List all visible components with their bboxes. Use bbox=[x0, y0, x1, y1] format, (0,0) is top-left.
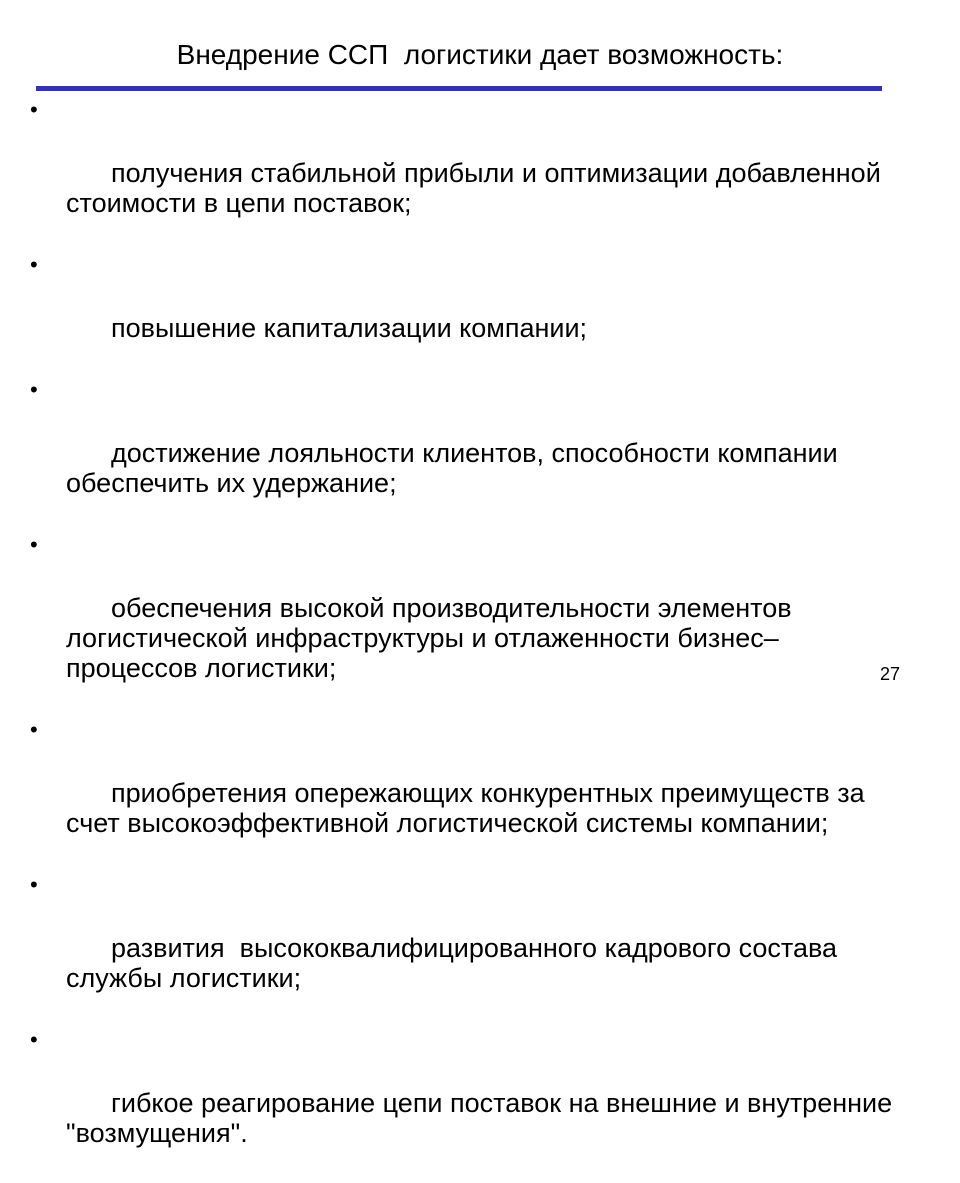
bullet-dot-icon: • bbox=[30, 252, 38, 277]
bullet-item bbox=[30, 718, 910, 868]
bullet-dot-icon: • bbox=[30, 532, 38, 557]
bullet-item bbox=[30, 533, 910, 713]
bullet-list bbox=[30, 98, 910, 1183]
bullet-text: обеспечения высокой производительности элементов логистической инфраструктуры и отлаженности бизнес–процессов логистики; bbox=[66, 593, 800, 683]
bullet-text: достижение лояльности клиентов, способности компании обеспечить их удержание; bbox=[66, 438, 846, 498]
bullet-dot-icon: • bbox=[30, 97, 38, 122]
title-underline bbox=[36, 86, 882, 91]
bullet-item bbox=[30, 873, 910, 1023]
bullet-text: развития высококвалифицированного кадрового состава службы логистики; bbox=[66, 933, 845, 993]
bullet-text: приобретения опережающих конкурентных преимуществ за счет высокоэффективной логистической системы компании; bbox=[66, 778, 873, 838]
bullet-dot-icon: • bbox=[30, 1027, 38, 1052]
bullet-item bbox=[30, 378, 910, 528]
bullet-text: получения стабильной прибыли и оптимизации добавленной стоимости в цепи поставок; bbox=[66, 158, 889, 218]
bullet-dot-icon: • bbox=[30, 717, 38, 742]
page-number: 27 bbox=[879, 664, 900, 684]
bullet-dot-icon: • bbox=[30, 872, 38, 897]
bullet-dot-icon: • bbox=[30, 377, 38, 402]
slide-title: Внедрение ССП логистики дает возможность: bbox=[176, 39, 784, 70]
bullet-text: гибкое реагирование цепи поставок на внешние и внутренние "возмущения". bbox=[66, 1088, 900, 1148]
bullet-item bbox=[30, 1028, 910, 1178]
bullet-item bbox=[30, 98, 910, 248]
bullet-item bbox=[30, 253, 910, 373]
bullet-text: повышение капитализации компании; bbox=[111, 313, 588, 343]
